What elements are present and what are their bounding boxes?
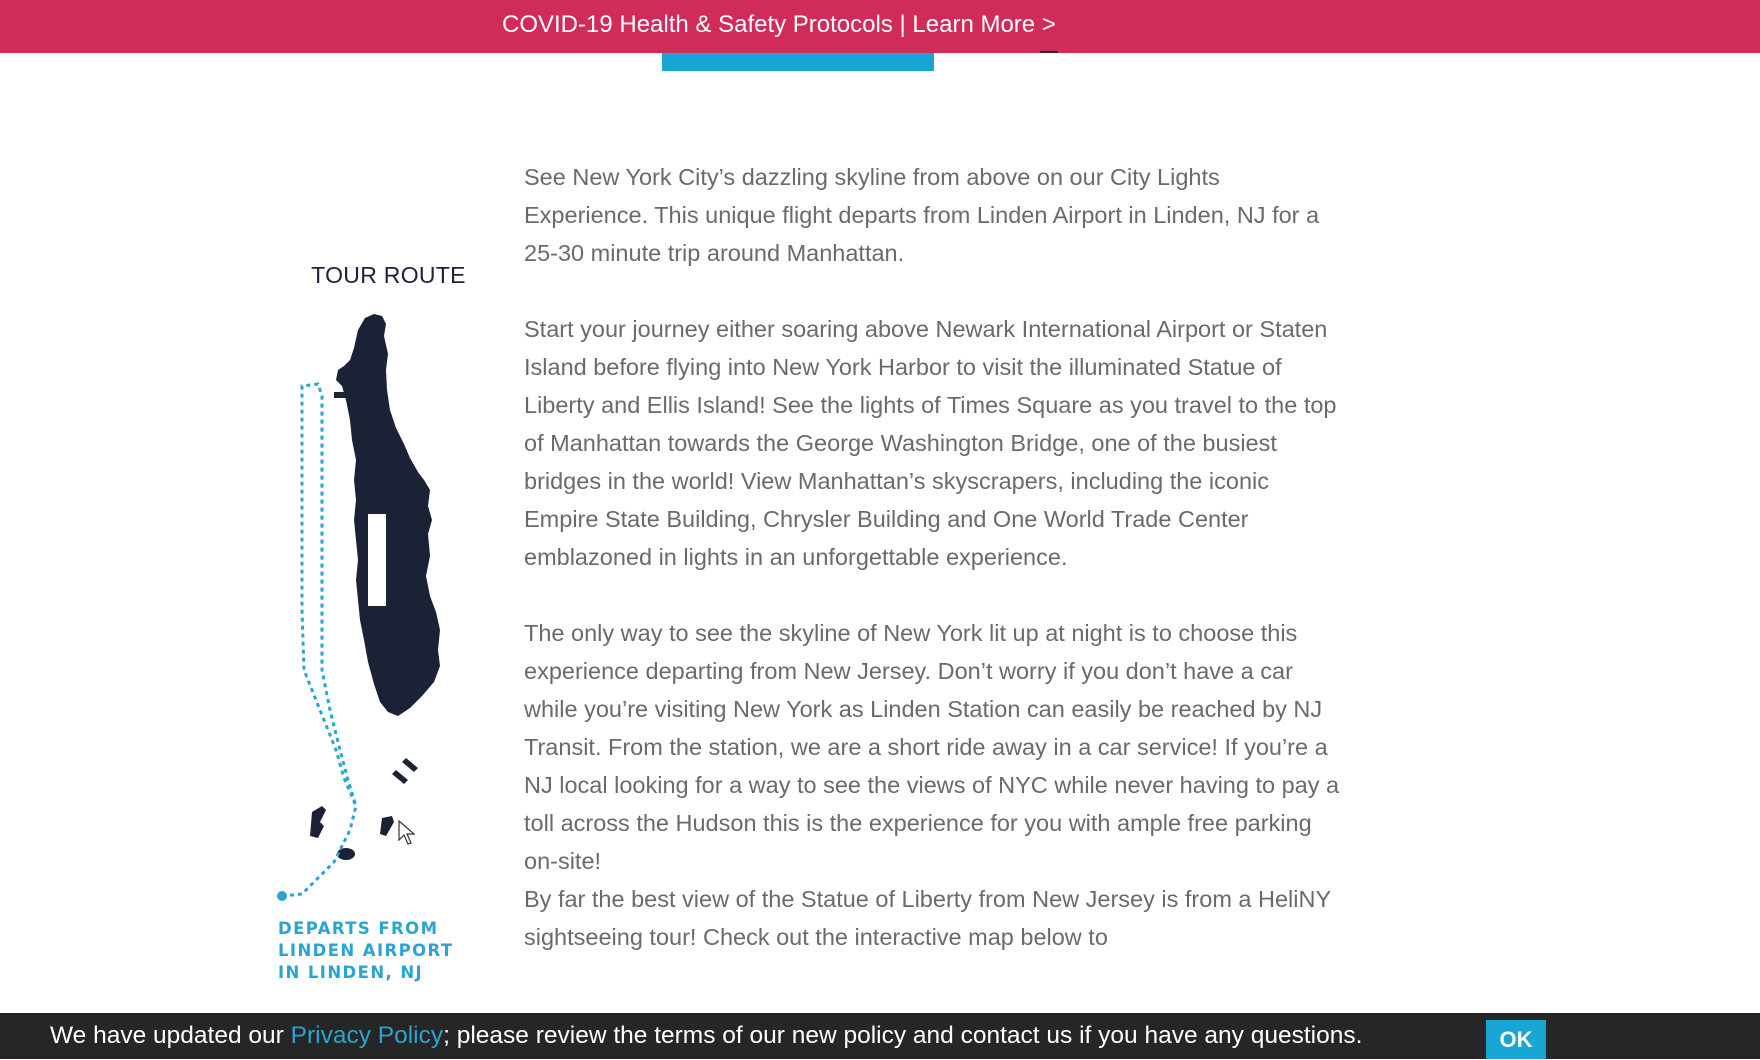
cookie-ok-button[interactable]: OK: [1486, 1020, 1546, 1059]
departs-from-label: [278, 918, 478, 984]
manhattan-route-map-icon: [270, 310, 500, 910]
departs-line: IN LINDEN, NJ: [278, 963, 424, 982]
hero-cta-button-edge[interactable]: [662, 53, 934, 71]
manhattan-island-shape: [336, 314, 440, 716]
mouse-pointer-icon: [398, 820, 416, 846]
bridge-shape: [334, 392, 368, 398]
pier-shape: [392, 758, 418, 784]
tour-route-title: TOUR ROUTE: [311, 262, 466, 288]
departure-point-dot: [277, 891, 287, 901]
cookie-text-after: ; please review the terms of our new policy and contact us if you have any questions.: [443, 1022, 1363, 1049]
description-paragraph: See New York City’s dazzling skyline from above on our City Lights Experience. This unique flight departs from Linden Airport in Linden, NJ for a 25-30 minute trip around Manhattan.: [524, 164, 1320, 266]
description-paragraph: The only way to see the skyline of New York lit up at night is to choose this experience departing from New Jersey. Don’t worry if you don’t have a car while you’re visiting New York as Linden Station can easily be reached by NJ Transit. From the station, we are a short ride away in a car service! If you’re a NJ local looking for a way to see the views of NYC while never having to pay a toll across the Hudson this is the experience for you with ample free parking on-site!: [524, 620, 1340, 874]
ellis-island-shape: [310, 806, 326, 838]
governors-island-shape: [337, 848, 355, 860]
departs-line: DEPARTS FROM: [278, 919, 439, 938]
description-paragraph: By far the best view of the Statue of Liberty from New Jersey is from a HeliNY sightseeing tour! Check out the interactive map below to: [524, 886, 1331, 950]
covid-banner[interactable]: [0, 0, 1760, 53]
description-paragraph: Start your journey either soaring above Newark International Airport or Staten Island before flying into New York Harbor to visit the illuminated Statue of Liberty and Ellis Island! See the lights of Times Square as you travel to the top of Manhattan towards the George Washington Bridge, one of the busiest bridges in the world! View Manhattan’s skyscrapers, including the iconic Empire State Building, Chrysler Building and One World Trade Center emblazoned in lights in an unforgettable experience.: [524, 316, 1337, 570]
central-park-shape: [368, 514, 386, 606]
tour-description: [524, 158, 1344, 956]
covid-banner-link[interactable]: COVID-19 Health & Safety Protocols | Learn More >: [502, 11, 1056, 38]
cookie-text-before: We have updated our: [50, 1022, 291, 1049]
decorative-tick: [1040, 51, 1058, 53]
departs-line: LINDEN AIRPORT: [278, 941, 454, 960]
privacy-policy-link[interactable]: Privacy Policy: [290, 1022, 444, 1049]
liberty-island-shape: [380, 816, 394, 836]
